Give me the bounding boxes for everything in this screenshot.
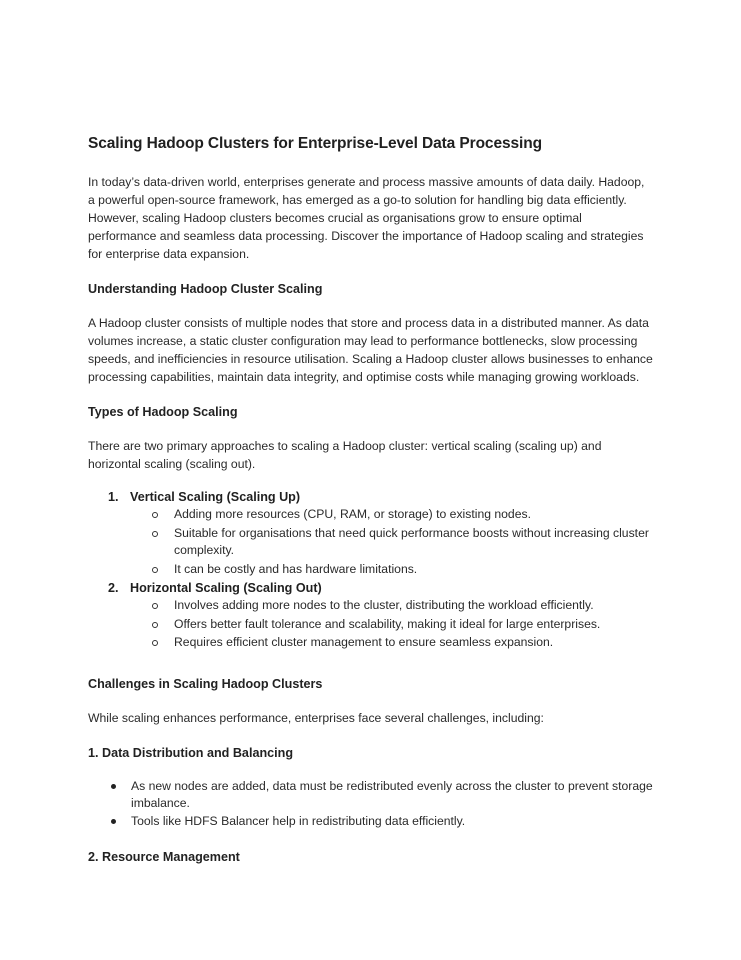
list-number: 1. bbox=[108, 490, 119, 504]
challenges-paragraph: While scaling enhances performance, enterprises face several challenges, including: bbox=[88, 710, 544, 725]
heading-resource-management: 2. Resource Management bbox=[88, 850, 240, 864]
document-content bbox=[88, 135, 653, 866]
list-item: It can be costly and has hardware limitations. bbox=[130, 561, 653, 579]
horizontal-scaling-title: Horizontal Scaling (Scaling Out) bbox=[130, 581, 322, 595]
heading-understanding-scaling: Understanding Hadoop Cluster Scaling bbox=[88, 282, 323, 296]
list-item: Tools like HDFS Balancer help in redistributing data efficiently. bbox=[88, 813, 653, 831]
heading-challenges: Challenges in Scaling Hadoop Clusters bbox=[88, 676, 323, 691]
list-number: 2. bbox=[108, 581, 119, 595]
list-item: Requires efficient cluster management to ensure seamless expansion. bbox=[130, 634, 653, 652]
list-item: Adding more resources (CPU, RAM, or storage) to existing nodes. bbox=[130, 506, 653, 524]
bullet-icon bbox=[111, 819, 116, 824]
hollow-bullet-icon bbox=[152, 567, 158, 573]
list-item: Involves adding more nodes to the cluster, distributing the workload efficiently. bbox=[130, 597, 653, 615]
intro-paragraph: In today’s data-driven world, enterprises generate and process massive amounts of data daily. Hadoop, a powerful open-source framework, has emerged as a go-to solution for handling big data efficiently. However, scaling Hadoop clusters becomes crucial as organisations grow to ensure optimal performance and seamless data processing. Discover the importance of Hadoop scaling and strategies for enterprise data expansion. bbox=[88, 175, 645, 261]
vertical-scaling-bullets bbox=[130, 506, 653, 578]
heading-data-distribution: 1. Data Distribution and Balancing bbox=[88, 745, 294, 760]
understanding-scaling-paragraph: A Hadoop cluster consists of multiple nodes that store and process data in a distributed manner. As data volumes increase, a static cluster configuration may lead to performance bottlenecks, slow processing speeds, and inefficiencies in resource utilisation. Scaling a Hadoop cluster allows businesses to enhance processing capabilities, maintain data integrity, and optimise costs while managing growing workloads. bbox=[88, 316, 653, 384]
scaling-types-list bbox=[88, 488, 653, 652]
data-distribution-bullets bbox=[88, 778, 653, 831]
hollow-bullet-icon bbox=[152, 622, 158, 628]
hollow-bullet-icon bbox=[152, 531, 158, 537]
heading-types-of-scaling: Types of Hadoop Scaling bbox=[88, 405, 238, 419]
list-item-horizontal-scaling bbox=[88, 579, 653, 652]
hollow-bullet-icon bbox=[152, 640, 158, 646]
hollow-bullet-icon bbox=[152, 512, 158, 518]
bullet-icon bbox=[111, 784, 116, 789]
list-item-vertical-scaling bbox=[88, 488, 653, 578]
vertical-scaling-title: Vertical Scaling (Scaling Up) bbox=[130, 490, 301, 504]
list-item: As new nodes are added, data must be redistributed evenly across the cluster to prevent storage imbalance. bbox=[88, 778, 653, 813]
types-of-scaling-paragraph: There are two primary approaches to scaling a Hadoop cluster: vertical scaling (scaling up) and horizontal scaling (scaling out). bbox=[88, 439, 602, 471]
hollow-bullet-icon bbox=[152, 603, 158, 609]
list-item: Suitable for organisations that need quick performance boosts without increasing cluster complexity. bbox=[130, 525, 653, 560]
horizontal-scaling-bullets bbox=[130, 597, 653, 652]
page-title: Scaling Hadoop Clusters for Enterprise-Level Data Processing bbox=[88, 135, 542, 152]
list-item: Offers better fault tolerance and scalability, making it ideal for large enterprises. bbox=[130, 616, 653, 634]
